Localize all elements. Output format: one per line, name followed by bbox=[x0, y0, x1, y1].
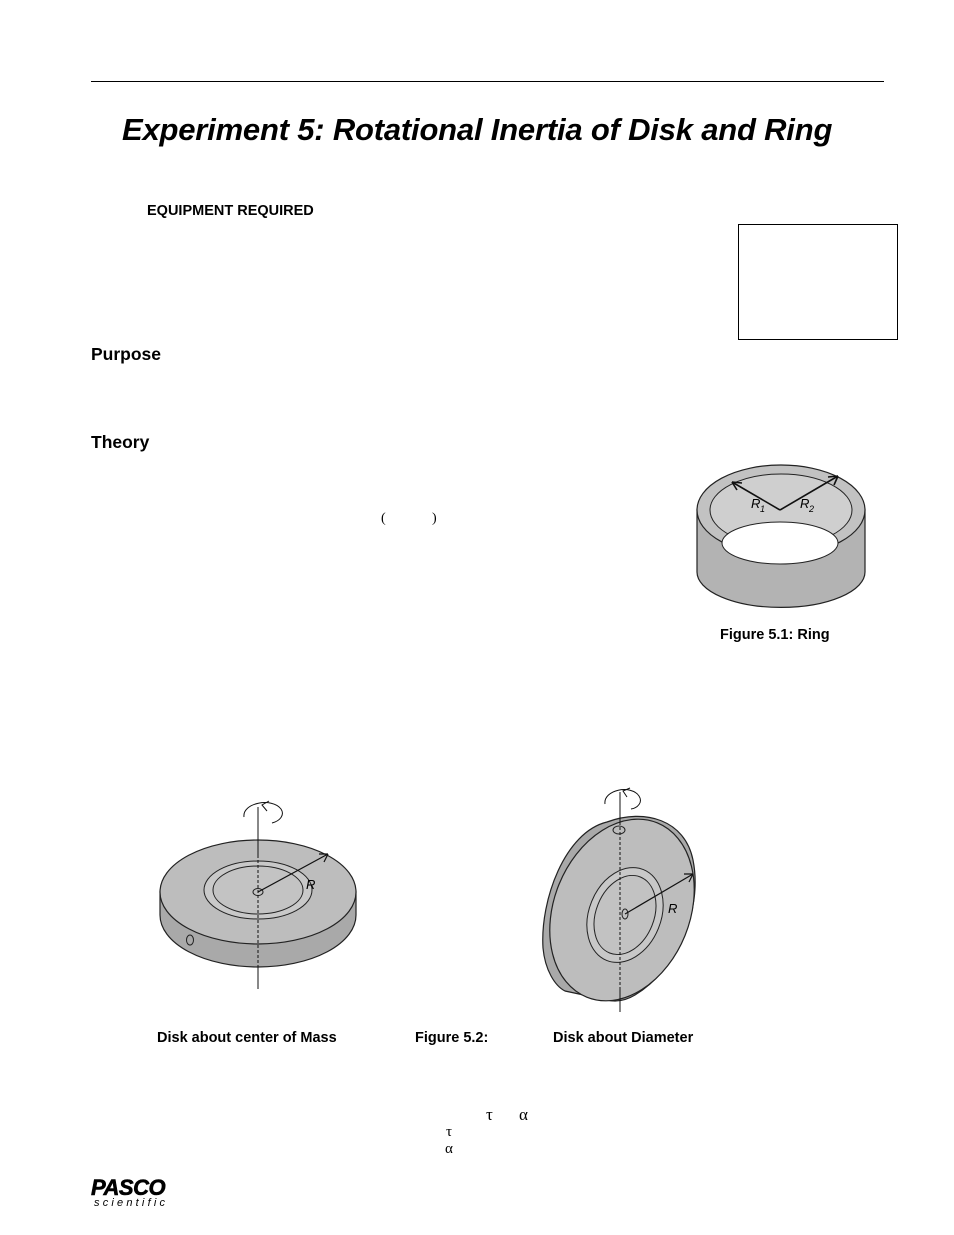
ring-label-r2: R bbox=[800, 496, 810, 511]
page-title: Experiment 5: Rotational Inertia of Disk and Ring bbox=[122, 112, 833, 147]
paren-open: ( bbox=[381, 511, 386, 526]
ring-label-r2-sub: 2 bbox=[809, 504, 815, 514]
disk-center-caption: Disk about center of Mass bbox=[157, 1030, 337, 1046]
theory-heading: Theory bbox=[91, 432, 150, 452]
disk-diameter-caption: Disk about Diameter bbox=[553, 1030, 694, 1046]
rotation-arrow-icon bbox=[605, 790, 641, 809]
equipment-box bbox=[738, 224, 898, 340]
equipment-heading: EQUIPMENT REQUIRED bbox=[147, 203, 314, 219]
paren-close: ) bbox=[432, 511, 437, 526]
ring-label-r1: R bbox=[751, 496, 761, 511]
logo-wordmark: PASCO bbox=[91, 1175, 166, 1200]
alpha-symbol: α bbox=[519, 1105, 528, 1124]
disk-center-label-r: R bbox=[306, 877, 316, 892]
disk-diameter-label-r: R bbox=[668, 901, 678, 916]
ring-figure bbox=[690, 455, 875, 620]
tau-symbol: τ bbox=[486, 1105, 493, 1124]
ring-label-r1-sub: 1 bbox=[760, 504, 766, 514]
disk-diameter-figure bbox=[535, 780, 710, 1015]
logo-subtitle: scientific bbox=[94, 1197, 169, 1209]
pasco-logo bbox=[91, 1175, 169, 1209]
alpha-symbol: α bbox=[445, 1141, 453, 1157]
tau-symbol: τ bbox=[446, 1124, 453, 1140]
purpose-heading: Purpose bbox=[91, 344, 162, 364]
header-rule bbox=[91, 81, 884, 82]
figure-5-2-caption: Figure 5.2: bbox=[415, 1030, 489, 1046]
disk-center-figure bbox=[150, 795, 365, 995]
figure-5-1-caption: Figure 5.1: Ring bbox=[720, 627, 830, 643]
